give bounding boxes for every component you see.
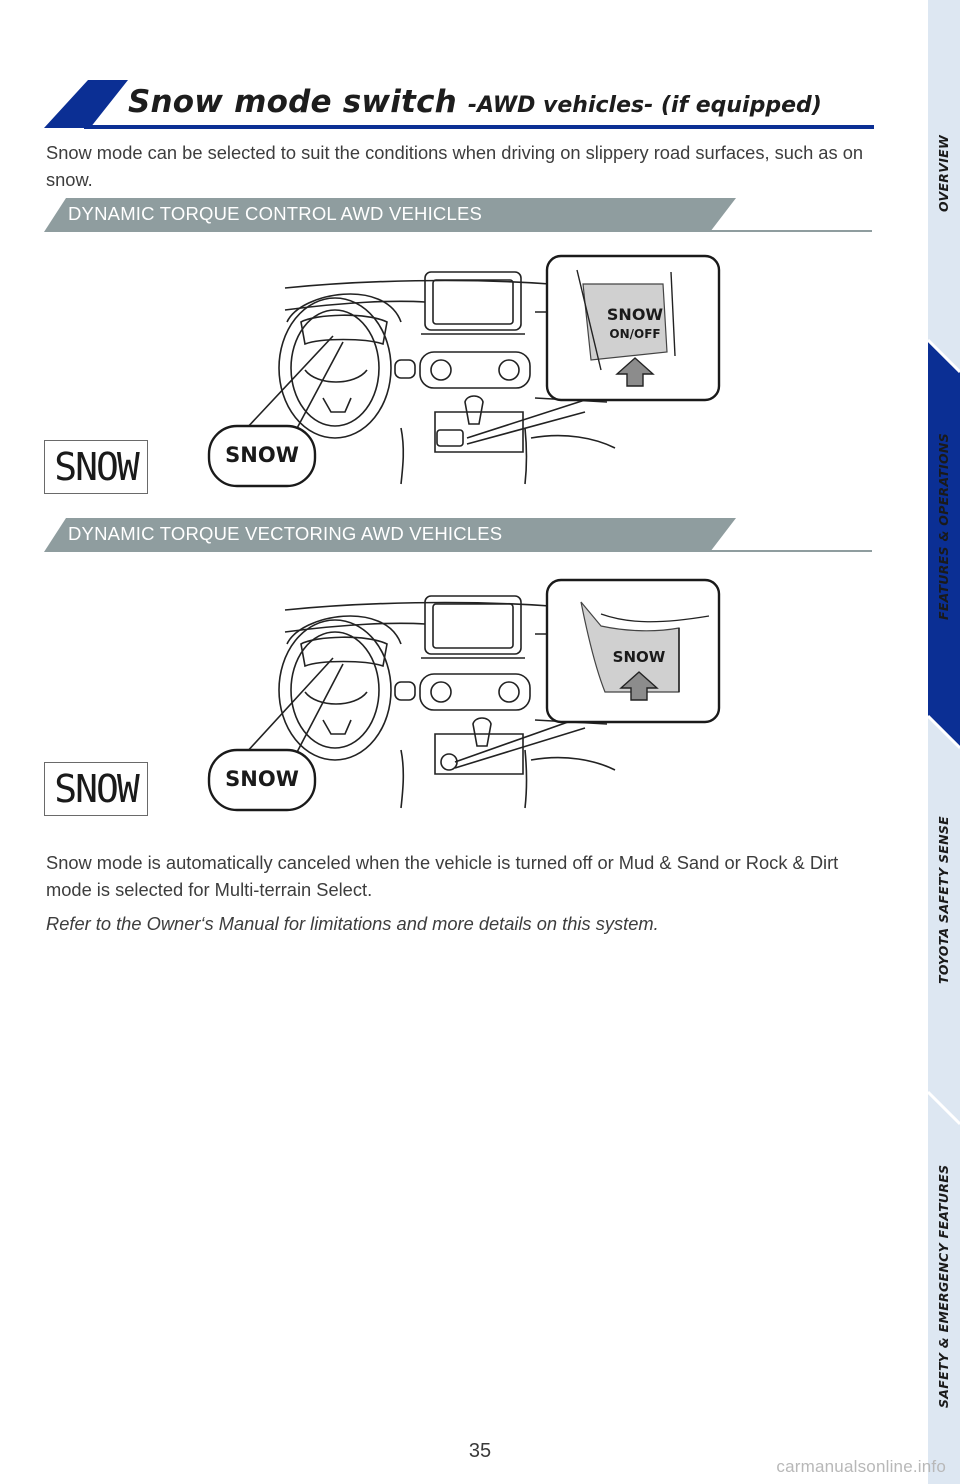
page-number: 35 xyxy=(468,1440,492,1462)
dashboard-illustration-torque-vectoring xyxy=(205,576,725,816)
section-bar-torque-control xyxy=(44,198,872,234)
section-label: DYNAMIC TORQUE CONTROL AWD VEHICLES xyxy=(68,203,483,224)
snow-button-label: SNOW xyxy=(612,648,666,666)
side-tab-strip xyxy=(928,0,960,1484)
owners-manual-note: Refer to the Owner‘s Manual for limitations and more details on this system. xyxy=(46,913,659,934)
snow-button-label: SNOW xyxy=(606,305,664,324)
section-label: DYNAMIC TORQUE VECTORING AWD VEHICLES xyxy=(68,523,503,544)
section-bar-torque-vectoring xyxy=(44,518,872,554)
callout-snow-label: SNOW xyxy=(225,767,299,791)
side-tab-features-operations[interactable]: FEATURES & OPERATIONS xyxy=(936,432,951,620)
watermark: carmanualsonline.info xyxy=(776,1457,946,1476)
page-title xyxy=(128,84,822,120)
snow-indicator-badge: SNOW xyxy=(44,440,148,494)
snow-indicator-badge: SNOW xyxy=(44,762,148,816)
side-tab-safety-emergency[interactable]: SAFETY & EMERGENCY FEATURES xyxy=(936,1164,951,1408)
page-title-sub: -AWD vehicles- (if equipped) xyxy=(467,93,822,118)
intro-text: Snow mode can be selected to suit the conditions when driving on slippery road surfaces, such as on snow. xyxy=(46,142,864,190)
dashboard-illustration-torque-control xyxy=(205,252,725,492)
side-tab-toyota-safety-sense[interactable]: TOYOTA SAFETY SENSE xyxy=(936,816,951,984)
callout-snow-label: SNOW xyxy=(225,443,299,467)
snow-button-sublabel: ON/OFF xyxy=(609,327,661,341)
side-tab-overview[interactable]: OVERVIEW xyxy=(936,134,951,212)
page-title-main: Snow mode switch xyxy=(128,84,468,120)
page-header xyxy=(44,78,874,132)
cancel-info-text: Snow mode is automatically canceled when the vehicle is turned off or Mud & Sand or Rock & Dirt mode is selected for Multi-terrain Select. xyxy=(46,852,839,900)
